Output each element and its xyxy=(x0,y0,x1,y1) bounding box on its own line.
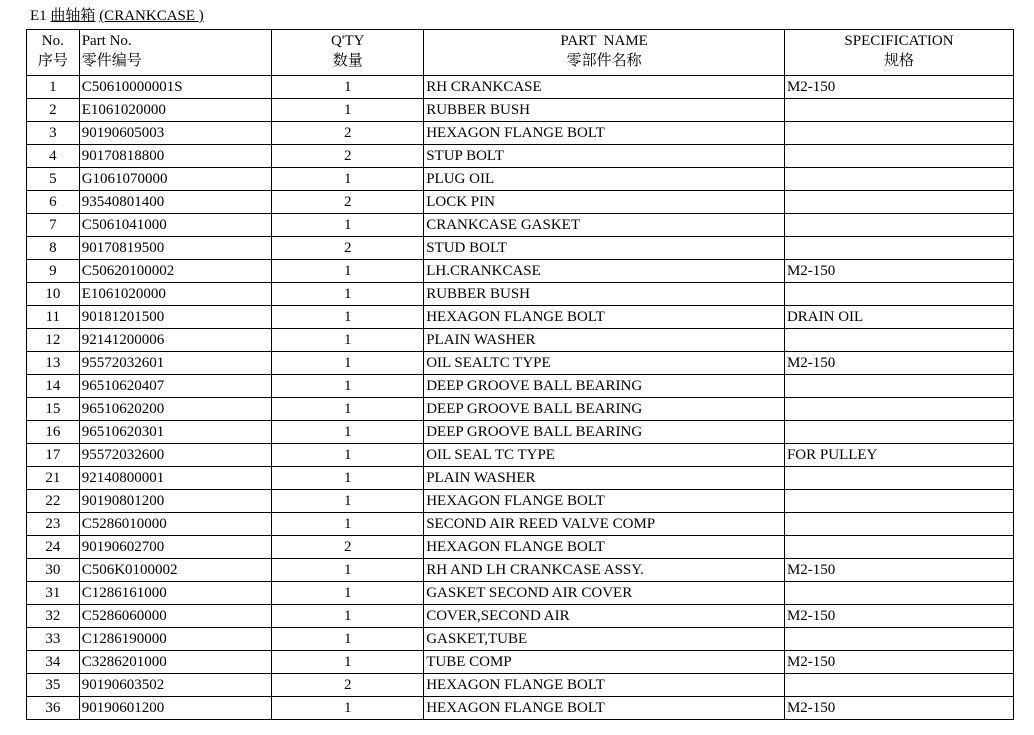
cell-spec xyxy=(784,513,1013,536)
cell-part-no: E1061020000 xyxy=(79,283,272,306)
header-qty-en: Q'TY xyxy=(330,33,365,49)
table-row xyxy=(27,559,1014,582)
cell-part-no: G1061070000 xyxy=(79,168,272,191)
table-row xyxy=(27,398,1014,421)
cell-spec xyxy=(784,329,1013,352)
cell-spec xyxy=(784,375,1013,398)
cell-qty: 1 xyxy=(272,651,424,674)
cell-part-name: DEEP GROOVE BALL BEARING xyxy=(424,398,785,421)
table-row xyxy=(27,283,1014,306)
cell-no: 35 xyxy=(27,674,80,697)
cell-part-name: SECOND AIR REED VALVE COMP xyxy=(424,513,785,536)
cell-spec xyxy=(784,467,1013,490)
cell-qty: 2 xyxy=(272,674,424,697)
table-row xyxy=(27,260,1014,283)
table-row xyxy=(27,122,1014,145)
cell-qty: 1 xyxy=(272,444,424,467)
table-row xyxy=(27,536,1014,559)
cell-part-no: C5286010000 xyxy=(79,513,272,536)
cell-no: 21 xyxy=(27,467,80,490)
parts-table xyxy=(26,29,1014,720)
cell-spec xyxy=(784,674,1013,697)
cell-part-name: STUD BOLT xyxy=(424,237,785,260)
cell-no: 10 xyxy=(27,283,80,306)
cell-no: 22 xyxy=(27,490,80,513)
cell-no: 3 xyxy=(27,122,80,145)
table-row xyxy=(27,444,1014,467)
cell-no: 12 xyxy=(27,329,80,352)
header-part-name xyxy=(424,30,785,76)
cell-no: 9 xyxy=(27,260,80,283)
table-row xyxy=(27,628,1014,651)
cell-part-no: E1061020000 xyxy=(79,99,272,122)
cell-spec: M2-150 xyxy=(784,559,1013,582)
cell-no: 2 xyxy=(27,99,80,122)
cell-no: 31 xyxy=(27,582,80,605)
table-header xyxy=(27,30,1014,76)
table-row xyxy=(27,651,1014,674)
cell-qty: 1 xyxy=(272,76,424,99)
cell-no: 1 xyxy=(27,76,80,99)
cell-part-no: 90181201500 xyxy=(79,306,272,329)
cell-qty: 1 xyxy=(272,260,424,283)
cell-spec: M2-150 xyxy=(784,352,1013,375)
cell-part-name: DEEP GROOVE BALL BEARING xyxy=(424,375,785,398)
cell-qty: 2 xyxy=(272,237,424,260)
cell-no: 24 xyxy=(27,536,80,559)
cell-spec xyxy=(784,145,1013,168)
cell-part-name: HEXAGON FLANGE BOLT xyxy=(424,536,785,559)
table-row xyxy=(27,467,1014,490)
cell-part-no: 90190601200 xyxy=(79,697,272,720)
cell-part-no: C50620100002 xyxy=(79,260,272,283)
cell-part-no: 96510620301 xyxy=(79,421,272,444)
table-row xyxy=(27,605,1014,628)
cell-qty: 1 xyxy=(272,283,424,306)
header-no-en: No. xyxy=(41,33,64,49)
cell-spec xyxy=(784,191,1013,214)
cell-part-name: HEXAGON FLANGE BOLT xyxy=(424,697,785,720)
cell-part-no: 92140800001 xyxy=(79,467,272,490)
header-qty xyxy=(272,30,424,76)
cell-part-name: GASKET,TUBE xyxy=(424,628,785,651)
cell-part-name: PLAIN WASHER xyxy=(424,329,785,352)
cell-qty: 1 xyxy=(272,214,424,237)
cell-spec xyxy=(784,168,1013,191)
table-body xyxy=(27,76,1014,720)
table-row xyxy=(27,145,1014,168)
cell-part-name: GASKET SECOND AIR COVER xyxy=(424,582,785,605)
cell-qty: 2 xyxy=(272,191,424,214)
table-row xyxy=(27,191,1014,214)
header-no-cjk: 序号 xyxy=(37,53,68,69)
cell-part-name: PLAIN WASHER xyxy=(424,467,785,490)
cell-part-name: HEXAGON FLANGE BOLT xyxy=(424,674,785,697)
cell-part-no: 90190602700 xyxy=(79,536,272,559)
cell-qty: 1 xyxy=(272,168,424,191)
page-title xyxy=(30,6,204,26)
cell-no: 5 xyxy=(27,168,80,191)
cell-no: 4 xyxy=(27,145,80,168)
cell-qty: 1 xyxy=(272,352,424,375)
cell-spec xyxy=(784,214,1013,237)
cell-part-name: COVER,SECOND AIR xyxy=(424,605,785,628)
table-row xyxy=(27,490,1014,513)
table-row xyxy=(27,306,1014,329)
title-code: E1 xyxy=(30,8,47,24)
cell-part-name: RUBBER BUSH xyxy=(424,283,785,306)
cell-no: 17 xyxy=(27,444,80,467)
cell-spec xyxy=(784,398,1013,421)
cell-spec: M2-150 xyxy=(784,651,1013,674)
table-row xyxy=(27,697,1014,720)
cell-part-name: DEEP GROOVE BALL BEARING xyxy=(424,421,785,444)
header-part-no-cjk: 零件编号 xyxy=(81,53,142,69)
header-part-no xyxy=(79,30,272,76)
cell-no: 6 xyxy=(27,191,80,214)
header-part-name-cjk: 零部件名称 xyxy=(566,53,642,69)
cell-part-no: 90170819500 xyxy=(79,237,272,260)
cell-part-name: RH AND LH CRANKCASE ASSY. xyxy=(424,559,785,582)
cell-spec: FOR PULLEY xyxy=(784,444,1013,467)
cell-part-no: 90190801200 xyxy=(79,490,272,513)
cell-qty: 1 xyxy=(272,697,424,720)
cell-no: 8 xyxy=(27,237,80,260)
cell-no: 15 xyxy=(27,398,80,421)
cell-part-no: C5061041000 xyxy=(79,214,272,237)
cell-qty: 1 xyxy=(272,559,424,582)
cell-part-no: C3286201000 xyxy=(79,651,272,674)
cell-part-no: 96510620200 xyxy=(79,398,272,421)
table-row xyxy=(27,352,1014,375)
cell-qty: 2 xyxy=(272,145,424,168)
cell-part-name: OIL SEAL TC TYPE xyxy=(424,444,785,467)
cell-part-no: 90190603502 xyxy=(79,674,272,697)
cell-no: 11 xyxy=(27,306,80,329)
header-qty-cjk: 数量 xyxy=(332,53,363,69)
cell-spec xyxy=(784,122,1013,145)
cell-qty: 1 xyxy=(272,398,424,421)
cell-qty: 1 xyxy=(272,582,424,605)
cell-part-no: 93540801400 xyxy=(79,191,272,214)
table-row xyxy=(27,168,1014,191)
cell-part-name: HEXAGON FLANGE BOLT xyxy=(424,306,785,329)
cell-part-no: 95572032600 xyxy=(79,444,272,467)
cell-part-no: 95572032601 xyxy=(79,352,272,375)
table-row xyxy=(27,674,1014,697)
cell-qty: 1 xyxy=(272,628,424,651)
cell-no: 7 xyxy=(27,214,80,237)
cell-part-name: HEXAGON FLANGE BOLT xyxy=(424,490,785,513)
cell-part-no: 92141200006 xyxy=(79,329,272,352)
table-row xyxy=(27,375,1014,398)
cell-part-no: C5286060000 xyxy=(79,605,272,628)
cell-spec: M2-150 xyxy=(784,697,1013,720)
cell-qty: 2 xyxy=(272,536,424,559)
cell-part-name: RUBBER BUSH xyxy=(424,99,785,122)
cell-part-no: C1286161000 xyxy=(79,582,272,605)
header-specification-en: SPECIFICATION xyxy=(844,33,954,49)
cell-qty: 1 xyxy=(272,99,424,122)
cell-qty: 1 xyxy=(272,467,424,490)
cell-spec: DRAIN OIL xyxy=(784,306,1013,329)
table-row xyxy=(27,214,1014,237)
cell-spec xyxy=(784,237,1013,260)
cell-qty: 1 xyxy=(272,605,424,628)
cell-spec xyxy=(784,283,1013,306)
cell-qty: 1 xyxy=(272,421,424,444)
cell-spec xyxy=(784,536,1013,559)
cell-qty: 1 xyxy=(272,375,424,398)
cell-part-name: HEXAGON FLANGE BOLT xyxy=(424,122,785,145)
cell-spec: M2-150 xyxy=(784,605,1013,628)
cell-spec xyxy=(784,582,1013,605)
cell-qty: 1 xyxy=(272,513,424,536)
cell-no: 32 xyxy=(27,605,80,628)
header-specification xyxy=(784,30,1013,76)
cell-no: 34 xyxy=(27,651,80,674)
cell-part-name: RH CRANKCASE xyxy=(424,76,785,99)
header-part-name-en: PART NAME xyxy=(560,33,648,49)
table-row xyxy=(27,329,1014,352)
cell-spec xyxy=(784,421,1013,444)
cell-no: 13 xyxy=(27,352,80,375)
cell-no: 23 xyxy=(27,513,80,536)
cell-no: 36 xyxy=(27,697,80,720)
cell-part-name: TUBE COMP xyxy=(424,651,785,674)
cell-qty: 1 xyxy=(272,490,424,513)
cell-part-no: 96510620407 xyxy=(79,375,272,398)
cell-part-no: 90190605003 xyxy=(79,122,272,145)
cell-qty: 1 xyxy=(272,329,424,352)
cell-no: 16 xyxy=(27,421,80,444)
cell-qty: 1 xyxy=(272,306,424,329)
cell-part-name: CRANKCASE GASKET xyxy=(424,214,785,237)
table-row xyxy=(27,76,1014,99)
table-row xyxy=(27,582,1014,605)
cell-spec: M2-150 xyxy=(784,76,1013,99)
table-row xyxy=(27,421,1014,444)
cell-no: 30 xyxy=(27,559,80,582)
header-part-no-en: Part No. xyxy=(81,33,132,49)
table-row xyxy=(27,237,1014,260)
cell-qty: 2 xyxy=(272,122,424,145)
header-no xyxy=(27,30,80,76)
title-cjk: 曲轴箱 xyxy=(50,8,96,24)
cell-part-name: PLUG OIL xyxy=(424,168,785,191)
header-row xyxy=(27,30,1014,76)
cell-no: 14 xyxy=(27,375,80,398)
cell-part-name: LOCK PIN xyxy=(424,191,785,214)
cell-no: 33 xyxy=(27,628,80,651)
cell-part-no: C1286190000 xyxy=(79,628,272,651)
cell-spec xyxy=(784,99,1013,122)
cell-part-name: STUP BOLT xyxy=(424,145,785,168)
cell-spec xyxy=(784,490,1013,513)
table-row xyxy=(27,513,1014,536)
cell-spec: M2-150 xyxy=(784,260,1013,283)
cell-part-name: LH.CRANKCASE xyxy=(424,260,785,283)
cell-part-name: OIL SEALTC TYPE xyxy=(424,352,785,375)
cell-part-no: C506K0100002 xyxy=(79,559,272,582)
cell-spec xyxy=(784,628,1013,651)
title-english: (CRANKCASE ) xyxy=(99,8,204,24)
cell-part-no: 90170818800 xyxy=(79,145,272,168)
header-specification-cjk: 规格 xyxy=(883,53,914,69)
cell-part-no: C50610000001S xyxy=(79,76,272,99)
table-row xyxy=(27,99,1014,122)
